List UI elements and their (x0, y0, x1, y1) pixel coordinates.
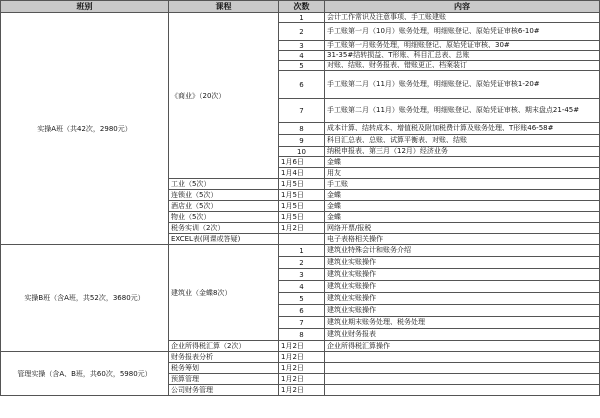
course-cell: EXCEL表(网课或答疑) (169, 234, 279, 245)
content-cell: 金蝶 (325, 212, 600, 223)
content-cell: 用友 (325, 168, 600, 179)
content-cell: 手工账第一月账务处理，明细账登记、原始凭证审核、30# (325, 41, 600, 51)
class-cell: 管理实操（含A、B班，共60次，5980元） (1, 352, 169, 396)
course-cell: 《商业》（20次） (169, 13, 279, 179)
sessions-cell: 1月2日 (279, 374, 325, 385)
sessions-cell: 1月5日 (279, 201, 325, 212)
table-row (1, 352, 600, 363)
sessions-cell: 1月2日 (279, 352, 325, 363)
sessions-cell: 8 (279, 123, 325, 135)
sessions-cell: 5 (279, 61, 325, 71)
table-row (1, 13, 600, 23)
content-cell: 建筑业财务报表 (325, 329, 600, 341)
content-cell: 建筑业实账操作 (325, 257, 600, 269)
course-cell: 企业所得税汇算（2次） (169, 341, 279, 352)
content-cell (325, 374, 600, 385)
content-cell: 纳税申报表、第三月（12月）经济业务 (325, 147, 600, 157)
sessions-cell: 7 (279, 99, 325, 123)
content-cell: 建筑业实账操作 (325, 281, 600, 293)
content-cell (325, 352, 600, 363)
header-content: 内容 (325, 1, 600, 13)
sessions-cell: 1月2日 (279, 223, 325, 234)
sessions-cell: 1月2日 (279, 341, 325, 352)
sessions-cell: 1月6日 (279, 157, 325, 168)
sessions-cell: 6 (279, 71, 325, 99)
table-body (1, 13, 600, 396)
class-cell: 实操A班（共42次，2980元） (1, 13, 169, 245)
content-cell: 建筑业实账操作 (325, 269, 600, 281)
content-cell: 金蝶 (325, 201, 600, 212)
course-cell: 预算管理 (169, 374, 279, 385)
sessions-cell: 2 (279, 23, 325, 41)
content-cell: 手工账第二月（11月）账务处理，明细账登记、原始凭证审核、期末盘点21-45# (325, 99, 600, 123)
sessions-cell: 7 (279, 317, 325, 329)
sessions-cell (279, 234, 325, 245)
sessions-cell: 4 (279, 281, 325, 293)
header-sessions: 次数 (279, 1, 325, 13)
content-cell: 会计工作常识及注意事项、手工账建账 (325, 13, 600, 23)
content-cell: 金蝶 (325, 190, 600, 201)
sessions-cell: 4 (279, 51, 325, 61)
sessions-cell: 9 (279, 135, 325, 147)
sessions-cell: 1月2日 (279, 385, 325, 396)
course-cell: 酒店业（5次） (169, 201, 279, 212)
sessions-cell: 3 (279, 269, 325, 281)
content-cell: 31-35#结转损益、T形账、科目汇总表、总账 (325, 51, 600, 61)
course-cell: 连锁业（5次） (169, 190, 279, 201)
sessions-cell: 1月5日 (279, 212, 325, 223)
course-cell: 公司财务管理 (169, 385, 279, 396)
course-cell: 工业（5次） (169, 179, 279, 190)
header-class: 班别 (1, 1, 169, 13)
content-cell: 手工账第一月（10月）账务处理，明细账登记、原始凭证审核6-10# (325, 23, 600, 41)
content-cell: 网络开票/报税 (325, 223, 600, 234)
content-cell: 科目汇总表、总账、试算平衡表、对账、结账 (325, 135, 600, 147)
content-cell: 电子表格相关操作 (325, 234, 600, 245)
sessions-cell: 1 (279, 245, 325, 257)
course-cell: 税务实训（2次） (169, 223, 279, 234)
content-cell (325, 385, 600, 396)
content-cell: 对账、结账、财务报表、错账更正、档案装订 (325, 61, 600, 71)
class-cell: 实操B班（含A班，共52次，3680元） (1, 245, 169, 352)
content-cell: 企业所得税汇算操作 (325, 341, 600, 352)
sessions-cell: 1 (279, 13, 325, 23)
content-cell: 成本计算、结转成本、增值税及附加税费计算及账务处理、T形账46-58# (325, 123, 600, 135)
sessions-cell: 10 (279, 147, 325, 157)
content-cell: 手工账第二月（11月）账务处理，明细账登记、原始凭证审核1-20# (325, 71, 600, 99)
course-cell: 建筑业（金蝶8次） (169, 245, 279, 341)
sessions-cell: 1月5日 (279, 190, 325, 201)
sessions-cell: 1月4日 (279, 168, 325, 179)
course-cell: 物业（5次） (169, 212, 279, 223)
content-cell: 金蝶 (325, 157, 600, 168)
course-cell: 税务筹划 (169, 363, 279, 374)
content-cell (325, 363, 600, 374)
table-row (1, 245, 600, 257)
content-cell: 建筑业实账操作 (325, 293, 600, 305)
course-cell: 财务报表分析 (169, 352, 279, 363)
content-cell: 建筑业特殊会计和账务介绍 (325, 245, 600, 257)
sessions-cell: 8 (279, 329, 325, 341)
sessions-cell: 2 (279, 257, 325, 269)
content-cell: 建筑业期末账务处理、税务处理 (325, 317, 600, 329)
sessions-cell: 3 (279, 41, 325, 51)
sessions-cell: 6 (279, 305, 325, 317)
content-cell: 建筑业实账操作 (325, 305, 600, 317)
header-course: 课程 (169, 1, 279, 13)
content-cell: 手工账 (325, 179, 600, 190)
header-row (1, 1, 600, 13)
sessions-cell: 5 (279, 293, 325, 305)
sessions-cell: 1月2日 (279, 363, 325, 374)
sessions-cell: 1月5日 (279, 179, 325, 190)
